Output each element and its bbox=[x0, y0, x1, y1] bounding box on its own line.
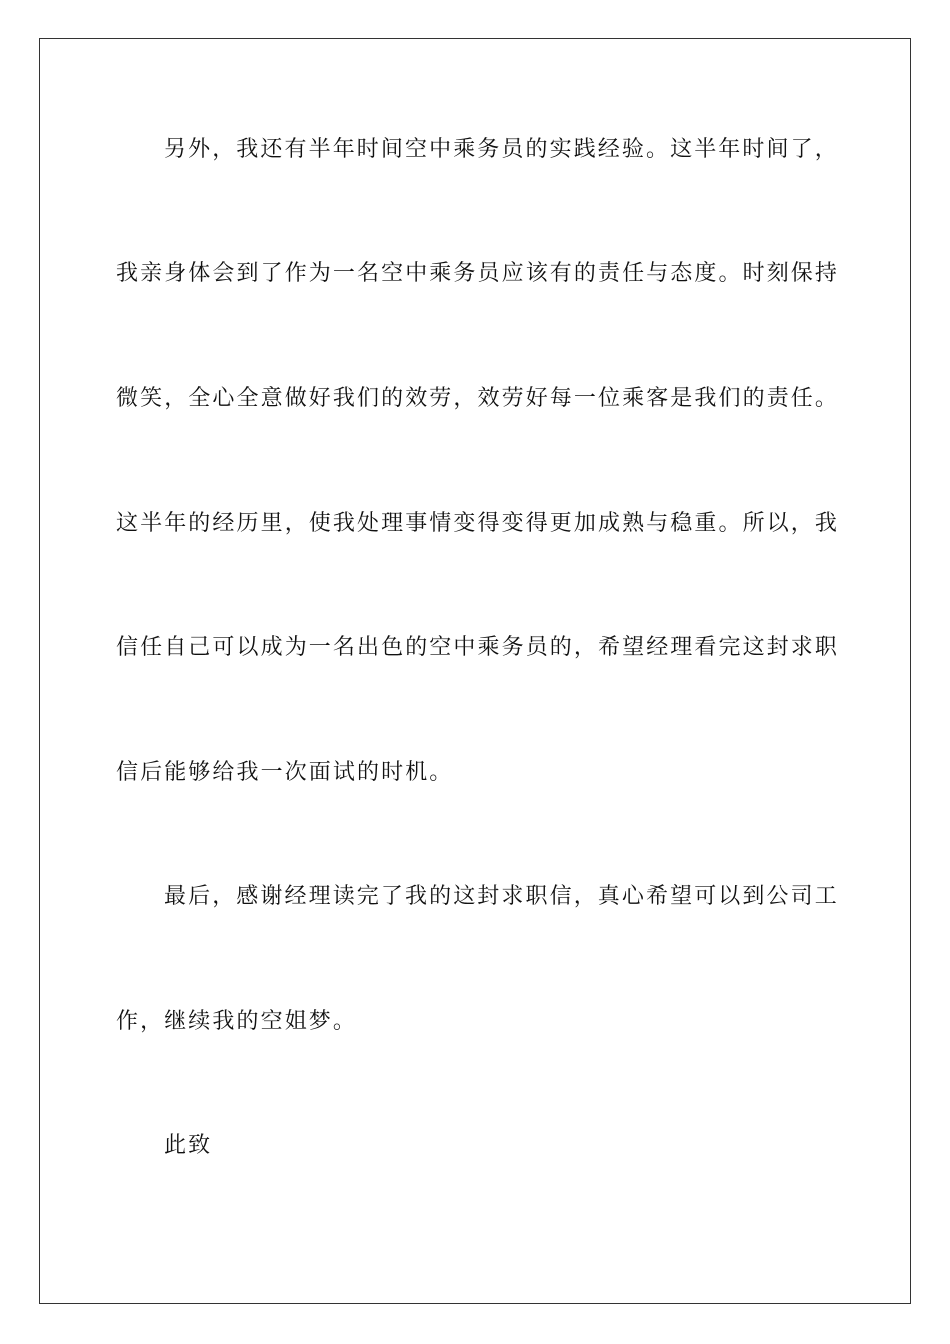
paragraph-line-4: 这半年的经历里，使我处理事情变得变得更加成熟与稳重。所以，我 bbox=[116, 511, 840, 536]
paragraph-line-6: 信后能够给我一次面试的时机。 bbox=[116, 760, 454, 785]
paragraph-line-2: 我亲身体会到了作为一名空中乘务员应该有的责任与态度。时刻保持 bbox=[116, 261, 840, 286]
paragraph-line-8: 作，继续我的空姐梦。 bbox=[116, 1009, 358, 1034]
paragraph-line-7: 最后，感谢经理读完了我的这封求职信，真心希望可以到公司工 bbox=[164, 884, 839, 909]
paragraph-line-3: 微笑，全心全意做好我们的效劳，效劳好每一位乘客是我们的责任。 bbox=[116, 386, 840, 411]
paragraph-line-5: 信任自己可以成为一名出色的空中乘务员的，希望经理看完这封求职 bbox=[116, 635, 840, 660]
paragraph-line-1: 另外，我还有半年时间空中乘务员的实践经验。这半年时间了， bbox=[164, 137, 839, 162]
closing-salutation: 此致 bbox=[164, 1133, 213, 1158]
page-border bbox=[39, 38, 911, 1304]
